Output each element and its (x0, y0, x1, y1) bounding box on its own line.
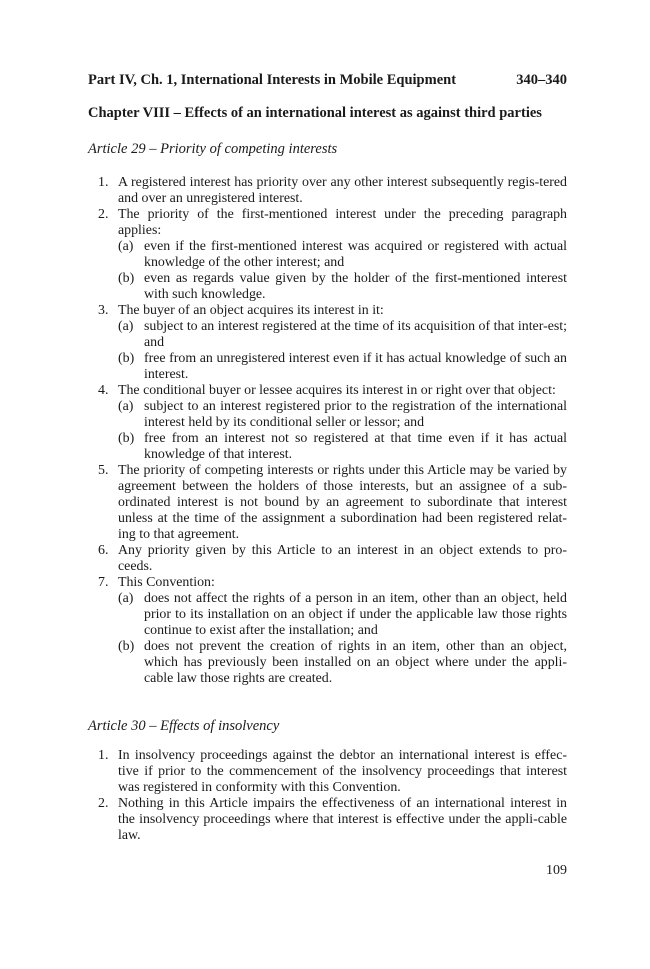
article-29-body (98, 175, 567, 687)
article-paragraph (98, 575, 567, 687)
paragraph-number: 2. (98, 796, 109, 811)
paragraph-number: 3. (98, 303, 109, 318)
subparagraph-label: (b) (118, 351, 135, 366)
paragraph-text: A registered interest has priority over any other interest subsequently regis-tered and over an unregistered interest. (118, 175, 567, 206)
subparagraph (118, 271, 567, 303)
subparagraph (118, 399, 567, 431)
running-head-page-range: 340–340 (516, 72, 567, 88)
article-paragraph (98, 748, 567, 796)
subparagraph-label: (a) (118, 319, 134, 334)
subparagraph-text: does not affect the rights of a person in an item, other than an object, held prior to its installation on an object if under the applicable law those rights continue to exist after the installation; and (144, 591, 567, 638)
subparagraph-text: free from an interest not so registered at that time even if it has actual knowledge of that interest. (144, 431, 567, 462)
article-paragraph (98, 303, 567, 383)
article-30-body (98, 748, 567, 844)
subparagraph-label: (b) (118, 431, 135, 446)
chapter-title: Chapter VIII – Effects of an international interest as against third parties (88, 105, 542, 121)
subparagraph (118, 431, 567, 463)
paragraph-text: The priority of competing interests or rights under this Article may be varied by agreement between the holders of those interests, but an assignee of a sub-ordinated interest is not bound by an agreement to subordinate that interest unless at the time of the assignment a subordination had been registered relat-ing to that agreement. (118, 463, 567, 542)
subparagraph-text: subject to an interest registered prior to the registration of the international interest held by its conditional seller or lessor; and (144, 399, 567, 430)
paragraph-number: 5. (98, 463, 109, 478)
paragraph-number: 1. (98, 175, 109, 190)
paragraph-text: The buyer of an object acquires its interest in it: (118, 303, 384, 318)
article-paragraph (98, 207, 567, 303)
paragraph-text: The conditional buyer or lessee acquires its interest in or right over that object: (118, 383, 556, 398)
subparagraph-label: (a) (118, 399, 134, 414)
subparagraph-label: (b) (118, 271, 135, 286)
article-paragraph (98, 543, 567, 575)
article-paragraph (98, 463, 567, 543)
running-head-title: Part IV, Ch. 1, International Interests in Mobile Equipment (88, 72, 457, 88)
paragraph-text: The priority of the first-mentioned interest under the preceding paragraph applies: (118, 207, 567, 238)
subparagraph (118, 591, 567, 639)
subparagraph-label: (a) (118, 591, 134, 606)
page-number: 109 (546, 863, 567, 878)
subparagraph-text: even as regards value given by the holder of the first-mentioned interest with such knowledge. (144, 271, 567, 302)
subparagraph (118, 239, 567, 271)
article-paragraph (98, 175, 567, 207)
running-head (88, 70, 567, 90)
paragraph-number: 1. (98, 748, 109, 763)
paragraph-text: In insolvency proceedings against the debtor an international interest is effec-tive if prior to the commencement of the insolvency proceedings that interest was registered in conformity with this Convention. (118, 748, 567, 795)
article-30-title: Article 30 – Effects of insolvency (88, 718, 280, 734)
paragraph-number: 2. (98, 207, 109, 222)
paragraph-text: Any priority given by this Article to an interest in an object extends to pro-ceeds. (118, 543, 567, 574)
subparagraph-text: subject to an interest registered at the time of its acquisition of that inter-est; and (144, 319, 567, 350)
subparagraph-text: even if the first-mentioned interest was acquired or registered with actual knowledge of the other interest; and (144, 239, 567, 270)
paragraph-number: 4. (98, 383, 109, 398)
subparagraph-text: free from an unregistered interest even if it has actual knowledge of such an interest. (144, 351, 567, 382)
subparagraph (118, 319, 567, 351)
paragraph-text: This Convention: (118, 575, 215, 590)
subparagraph (118, 351, 567, 383)
subparagraph-label: (b) (118, 639, 135, 654)
subparagraph-text: does not prevent the creation of rights in an item, other than an object, which has previously been installed on an object where under the appli-cable law those rights are created. (144, 639, 567, 686)
article-paragraph (98, 796, 567, 844)
article-29-title: Article 29 – Priority of competing interests (88, 141, 338, 157)
paragraph-text: Nothing in this Article impairs the effectiveness of an international interest in the insolvency proceedings where that interest is effective under the appli-cable law. (118, 796, 567, 843)
article-paragraph (98, 383, 567, 463)
subparagraph (118, 639, 567, 687)
paragraph-number: 6. (98, 543, 109, 558)
paragraph-number: 7. (98, 575, 109, 590)
subparagraph-label: (a) (118, 239, 134, 254)
